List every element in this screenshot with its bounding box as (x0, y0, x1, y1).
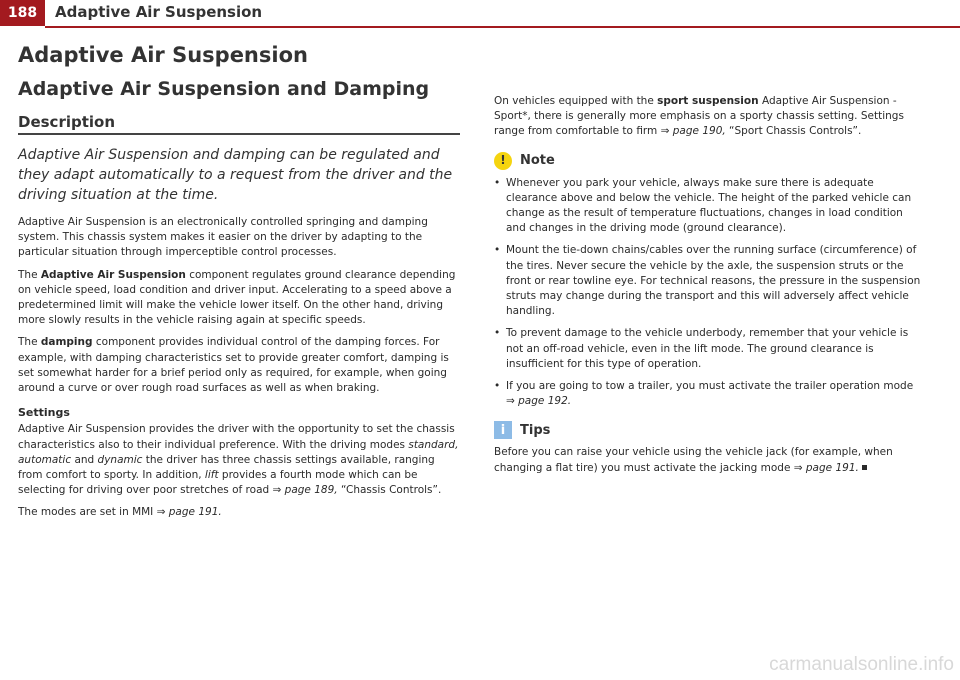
paragraph-mmi: The modes are set in MMI ⇒ page 191. (18, 506, 222, 519)
note-bullet: • To prevent damage to the vehicle underbody, remember that your vehicle is not an off-road vehicle, even in the lift mode. The ground clearance is insufficient for this type of operation. (494, 326, 924, 372)
paragraph-intro: Adaptive Air Suspension is an electronically controlled springing and damping system. This chassis system makes it easier on the driver by adapting to the particular situation through imperceptible control processes. (18, 215, 428, 259)
term-air-suspension: Adaptive Air Suspension (40, 268, 186, 281)
tips-paragraph: Before you can raise your vehicle using the vehicle jack (for example, when changing a flat tire) you must activate the jacking mode ⇒ page 191. (494, 446, 893, 474)
note-title: Note (520, 153, 555, 168)
watermark: carmanualsonline.info (769, 654, 954, 675)
lead-paragraph: Adaptive Air Suspension and damping can be regulated and they adapt automatically to a request from the driver and the driving situation at the time. (18, 146, 453, 203)
section-title: Adaptive Air Suspension and Damping (18, 78, 430, 101)
subsection-title: Description (18, 113, 116, 132)
paragraph-damping: The damping component provides individual control of the damping forces. For example, with damping characteristics set to provide greater comfort, damping is set somewhat harder for a brief period only as required, for example, when going around a curve or over rough road surfaces as well as when braking. (18, 336, 449, 394)
right-column (494, 94, 924, 483)
chapter-title: Adaptive Air Suspension (18, 43, 308, 67)
page-ref-191-tips[interactable]: page 191. (805, 461, 859, 474)
note-header (494, 152, 924, 170)
paragraph-sport: On vehicles equipped with the sport suspension Adaptive Air Suspension - Sport*, there is generally more emphasis on a sporty chassis setting. Settings range from comfortable to firm ⇒ page 190, “Sport Chassis Controls”. (494, 95, 904, 138)
settings-heading: Settings (18, 406, 70, 420)
page-ref-189[interactable]: page 189, (284, 484, 338, 497)
paragraph-settings: Adaptive Air Suspension provides the driver with the opportunity to set the chassis characteristics also to their individual preference. With the driving modes standard, automatic and dynamic the driver has three chassis settings available, ranging from comfort to sporty. In addition, lift provides a fourth mode which can be selecting for driving over poor stretches of road ⇒ page 189, “Chassis Controls”. (18, 423, 459, 497)
running-header: Adaptive Air Suspension (55, 3, 263, 21)
page-ref-192[interactable]: page 192. (518, 395, 572, 408)
subsection-rule (18, 133, 460, 135)
term-sport-suspension: sport suspension (657, 95, 759, 107)
paragraph-air-suspension: The Adaptive Air Suspension component regulates ground clearance depending on vehicle speed, load condition and driver input. Accelerating to a speed above a predetermined limit will make the vehicle lower itself. On the other hand, driving more slowly results in the vehicle raising again at specific speeds. (18, 268, 456, 327)
note-bullet: • Mount the tie-down chains/cables over the running surface (circumference) of the tires. Never secure the vehicle by the axle, the suspension struts or the front or rear towline eye. For technical reasons, the pressure in the suspension struts may change during the transport and this will adversely affect vehicle handling. (494, 243, 924, 319)
page-number: 188 (0, 0, 45, 26)
tips-title: Tips (520, 422, 551, 438)
left-column (18, 43, 460, 528)
exclamation-icon: ! (494, 152, 512, 170)
note-bullet: • If you are going to tow a trailer, you must activate the trailer operation mode ⇒ page 192. (494, 379, 924, 409)
page-ref-191[interactable]: page 191. (168, 506, 222, 519)
tips-header (494, 421, 924, 439)
term-damping: damping (40, 336, 93, 349)
end-of-section-icon (862, 465, 867, 470)
header-rule (45, 26, 960, 28)
info-icon: i (494, 421, 512, 439)
note-bullet: • Whenever you park your vehicle, always make sure there is adequate clearance above and below the vehicle. The height of the parked vehicle can change as the result of temperature fluctuations, changes in load condition and changes in the driving mode (ground clearance). (494, 176, 924, 237)
page-ref-190[interactable]: page 190, (672, 125, 726, 138)
